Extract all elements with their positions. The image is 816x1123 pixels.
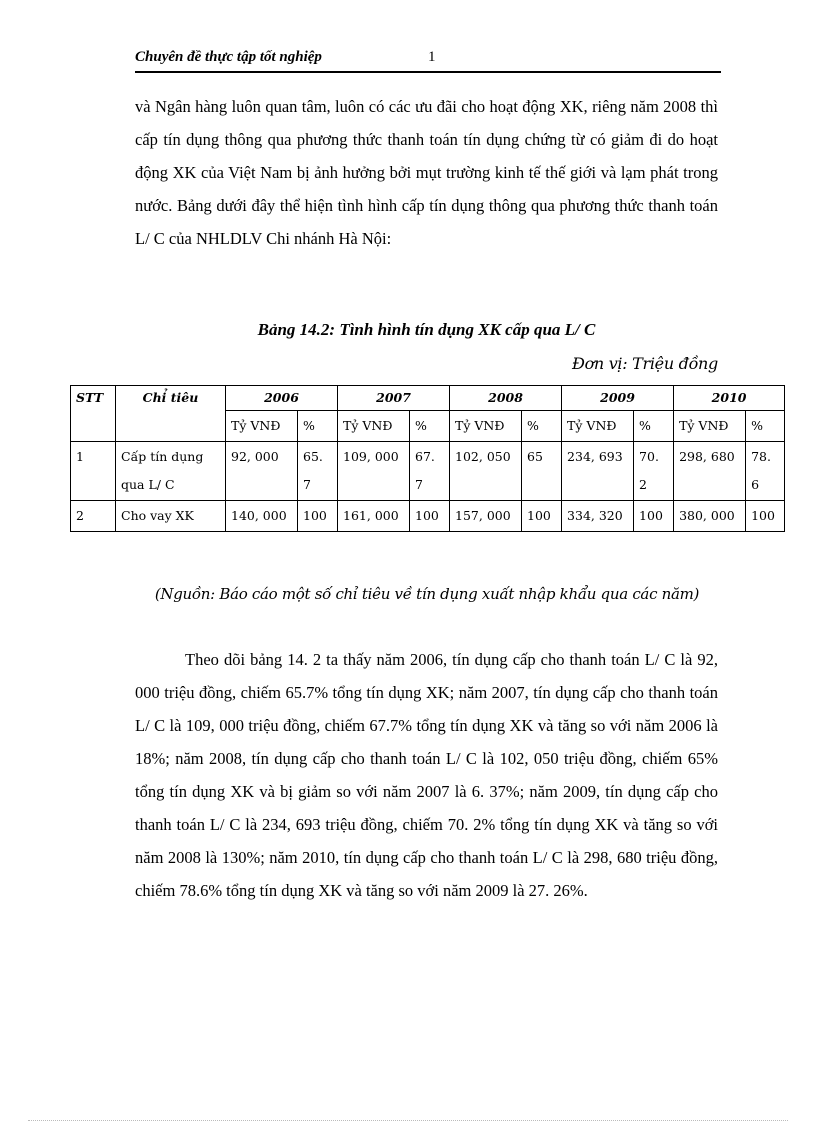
header-year: 2008 <box>450 386 562 411</box>
subheader-amount: Tỷ VNĐ <box>338 411 410 442</box>
subheader-amount: Tỷ VNĐ <box>226 411 298 442</box>
cell-percent: 100 <box>298 501 338 532</box>
row-indicator: Cấp tín dụng qua L/ C <box>116 442 226 501</box>
cell-amount: 140, 000 <box>226 501 298 532</box>
intro-paragraph: và Ngân hàng luôn quan tâm, luôn có các ưu đãi cho hoạt động XK, riêng năm 2008 thì cấp tín dụng thông qua phương thức thanh toán tín dụng chứng từ có giảm đi do hoạt động XK của Việt Nam bị ảnh hưởng bởi mụt trường kinh tế thế giới và lạm phát trong nước. Bảng dưới đây thể hiện tình hình cấp tín dụng thông qua phương thức thanh toán L/ C của NHLDLV Chi nhánh Hà Nội: <box>135 97 718 248</box>
header-year: 2010 <box>674 386 785 411</box>
cell-amount: 109, 000 <box>338 442 410 501</box>
subheader-percent: % <box>522 411 562 442</box>
row-indicator: Cho vay XK <box>116 501 226 532</box>
header-year: 2007 <box>338 386 450 411</box>
subheader-percent: % <box>746 411 785 442</box>
running-title: Chuyên đề thực tập tốt nghiệp <box>135 49 322 65</box>
analysis-paragraph: Theo dõi bảng 14. 2 ta thấy năm 2006, tín dụng cấp cho thanh toán L/ C là 92, 000 triệu đồng, chiếm 65.7% tổng tín dụng XK; năm 2007, tín dụng cấp cho thanh toán L/ C là 109, 000 triệu đồng, chiếm 67.7% tổng tín dụng XK và tăng so với năm 2006 là 18%; năm 2008, tín dụng cấp cho thanh toán L/ C là 102, 050 triệu đồng, chiếm 65% tổng tín dụng XK và bị giảm so với năm 2007 là 6. 37%; năm 2009, tín dụng cấp cho thanh toán L/ C là 234, 693 triệu đồng, chiếm 70. 2% tổng tín dụng XK và tăng so với năm 2008 là 130%; năm 2010, tín dụng cấp cho thanh toán L/ C là 298, 680 triệu đồng, chiếm 78.6% tổng tín dụng XK và tăng so với năm 2009 là 27. 26%. <box>135 650 718 900</box>
cell-percent: 65. 7 <box>298 442 338 501</box>
row-stt: 2 <box>71 501 116 532</box>
cell-percent: 100 <box>410 501 450 532</box>
cell-amount: 92, 000 <box>226 442 298 501</box>
table-caption: Bảng 14.2: Tình hình tín dụng XK cấp qua L/ C <box>257 320 596 339</box>
cell-amount: 298, 680 <box>674 442 746 501</box>
cell-percent: 65 <box>522 442 562 501</box>
cell-percent: 67. 7 <box>410 442 450 501</box>
header-stt: STT <box>71 386 116 442</box>
unit-label: Đơn vị: Triệu đồng <box>571 354 718 373</box>
footer-divider <box>28 1120 788 1121</box>
page-header <box>135 49 721 73</box>
cell-percent: 70. 2 <box>634 442 674 501</box>
table-row <box>71 501 785 532</box>
page-number: 1 <box>428 49 436 65</box>
cell-percent: 78. 6 <box>746 442 785 501</box>
cell-percent: 100 <box>634 501 674 532</box>
header-indicator: Chỉ tiêu <box>116 386 226 442</box>
cell-amount: 161, 000 <box>338 501 410 532</box>
cell-percent: 100 <box>522 501 562 532</box>
header-year: 2009 <box>562 386 674 411</box>
table-header-row <box>71 386 785 411</box>
subheader-percent: % <box>410 411 450 442</box>
subheader-amount: Tỷ VNĐ <box>674 411 746 442</box>
subheader-percent: % <box>634 411 674 442</box>
subheader-amount: Tỷ VNĐ <box>562 411 634 442</box>
cell-amount: 234, 693 <box>562 442 634 501</box>
cell-percent: 100 <box>746 501 785 532</box>
cell-amount: 380, 000 <box>674 501 746 532</box>
row-stt: 1 <box>71 442 116 501</box>
subheader-percent: % <box>298 411 338 442</box>
subheader-amount: Tỷ VNĐ <box>450 411 522 442</box>
table-source-note: (Nguồn: Báo cáo một số chỉ tiêu về tín dụng xuất nhập khẩu qua các năm) <box>154 585 700 603</box>
credit-table <box>70 385 785 532</box>
cell-amount: 157, 000 <box>450 501 522 532</box>
cell-amount: 334, 320 <box>562 501 634 532</box>
header-year: 2006 <box>226 386 338 411</box>
cell-amount: 102, 050 <box>450 442 522 501</box>
table-row <box>71 442 785 501</box>
